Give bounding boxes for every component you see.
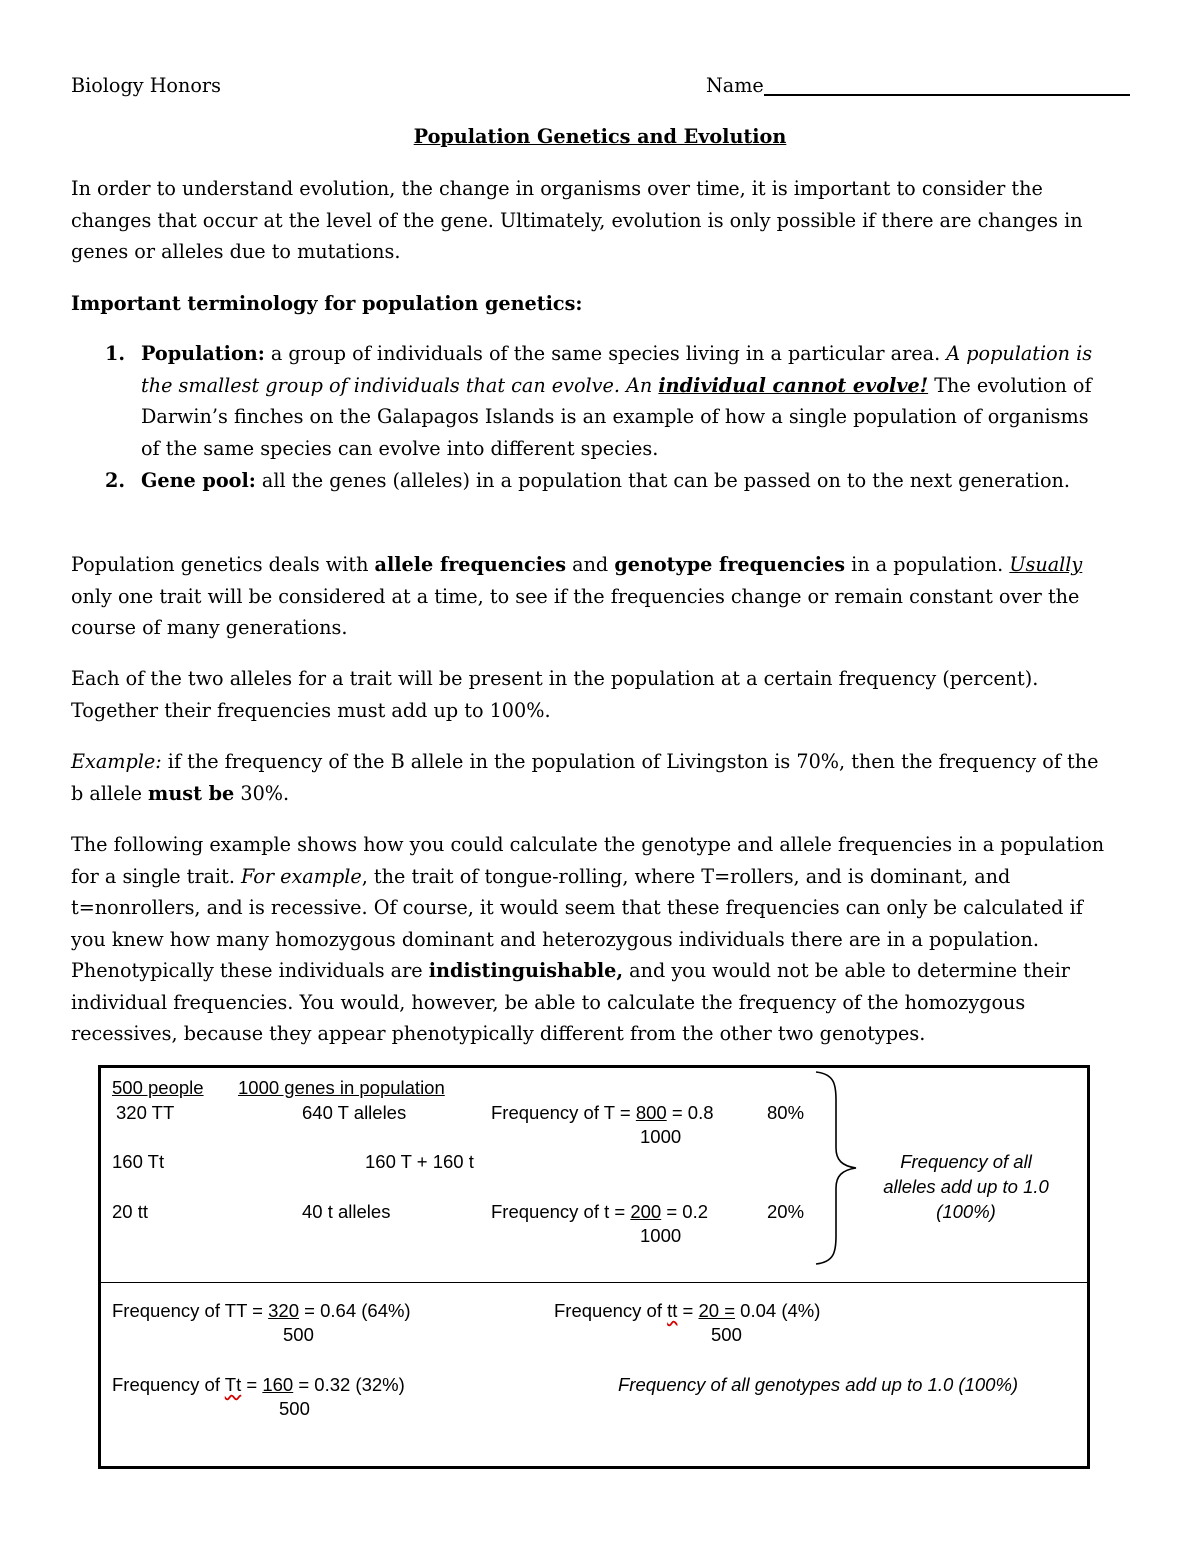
allele-frequency-paragraph: Population genetics deals with allele frequencies and genotype frequencies in a population. Usually only one trait will be considered at a time, to see if the frequencies change or remain constant over the course of many generations. (71, 553, 1083, 639)
frequency-TT-denominator: 500 (283, 1324, 314, 1345)
genotype-Tt-count: 160 Tt (112, 1151, 165, 1172)
tongue-rolling-paragraph: The following example shows how you could calculate the genotype and allele frequencies in a population for a single trait. For example, the trait of tongue-rolling, where T=rollers, and is dominant, and t=nonrollers, and is recessive. Of course, it would seem that these frequencies can only be calculated if you knew how many homozygous dominant and heterozygous individuals there are in a population. Phenotypically these individuals are indistinguishable, and you would not be able to determine their individual frequencies. You would, however, be able to calculate the frequency of the homozygous recessives, because they appear phenotypically different from the other two genotypes. (71, 833, 1105, 1045)
intro-line: changes that occur at the level of the gene. Ultimately, evolution is only possible if there are changes in (71, 208, 1083, 232)
list-number: 1. (105, 342, 126, 365)
frequency-Tt-denominator: 500 (279, 1398, 310, 1419)
alleles-note-line: (100%) (936, 1201, 996, 1222)
list-number: 2. (105, 468, 126, 492)
list-item: 2. Gene pool: all the genes (alleles) in a population that can be passed on to the next generation. (105, 465, 1092, 497)
example-paragraph: Example: if the frequency of the B allele in the population of Livingston is 70%, then the frequency of the b allele must be 30%. (71, 750, 1099, 805)
frequency-t: Frequency of t = 200 = 0.2 (491, 1201, 709, 1222)
frequency-Tt: Frequency of Tt = 160 = 0.32 (32%) (112, 1374, 405, 1395)
frequency-example-box (98, 1065, 1090, 1469)
intro-line: genes or alleles due to mutations. (71, 240, 401, 263)
term-label: Population: (141, 342, 265, 365)
box-divider (98, 1282, 1090, 1283)
frequency-TT: Frequency of TT = 320 = 0.64 (64%) (112, 1300, 411, 1321)
alleles-note-line: alleles add up to 1.0 (883, 1176, 1049, 1197)
alleles-note-line: Frequency of all (900, 1151, 1032, 1172)
frequency-T-percent: 80% (767, 1102, 805, 1123)
emphasis-text: individual cannot evolve! (658, 373, 929, 397)
frequency-t-percent: 20% (767, 1201, 805, 1222)
name-blank-line[interactable] (764, 94, 1130, 96)
intro-line: In order to understand evolution, the change in organisms over time, it is important to consider the (71, 177, 1043, 200)
frequency-sum-paragraph: Each of the two alleles for a trait will be present in the population at a certain frequency (percent). Together their frequencies must add up to 100%. (71, 667, 1039, 722)
name-label: Name (706, 74, 764, 97)
T-alleles-count: 640 T alleles (302, 1102, 407, 1123)
frequency-tt-denominator: 500 (711, 1324, 742, 1345)
list-item: 1. Population: a group of individuals of the same species living in a particular area. A population is the smallest group of individuals that can evolve. An individual cannot evolve! The evolution of Darwin’s finches on the Galapagos Islands is an example of how a single population of organisms of the same species can evolve into different species. (105, 338, 1092, 465)
frequency-t-denominator: 1000 (640, 1225, 682, 1246)
genes-header: 1000 genes in population (238, 1077, 445, 1098)
term-label: Gene pool: (141, 468, 256, 492)
page-title: Population Genetics and Evolution (413, 125, 787, 148)
terminology-list (105, 338, 1092, 497)
frequency-T: Frequency of T = 800 = 0.8 (491, 1102, 714, 1123)
t-alleles-count: 40 t alleles (302, 1201, 391, 1222)
terminology-heading: Important terminology for population genetics: (71, 292, 583, 315)
genotype-TT-count: 320 TT (116, 1102, 175, 1123)
frequency-T-denominator: 1000 (640, 1126, 682, 1147)
curly-brace-icon (812, 1070, 862, 1266)
people-header: 500 people (112, 1077, 204, 1098)
frequency-tt: Frequency of tt = 20 = 0.04 (4%) (554, 1300, 821, 1321)
course-title: Biology Honors (71, 74, 221, 97)
intro-paragraph (71, 173, 1083, 268)
genotypes-note: Frequency of all genotypes add up to 1.0 (100%) (618, 1374, 1019, 1395)
genotype-tt-count: 20 tt (112, 1201, 148, 1222)
Tt-alleles-count: 160 T + 160 t (365, 1151, 474, 1172)
